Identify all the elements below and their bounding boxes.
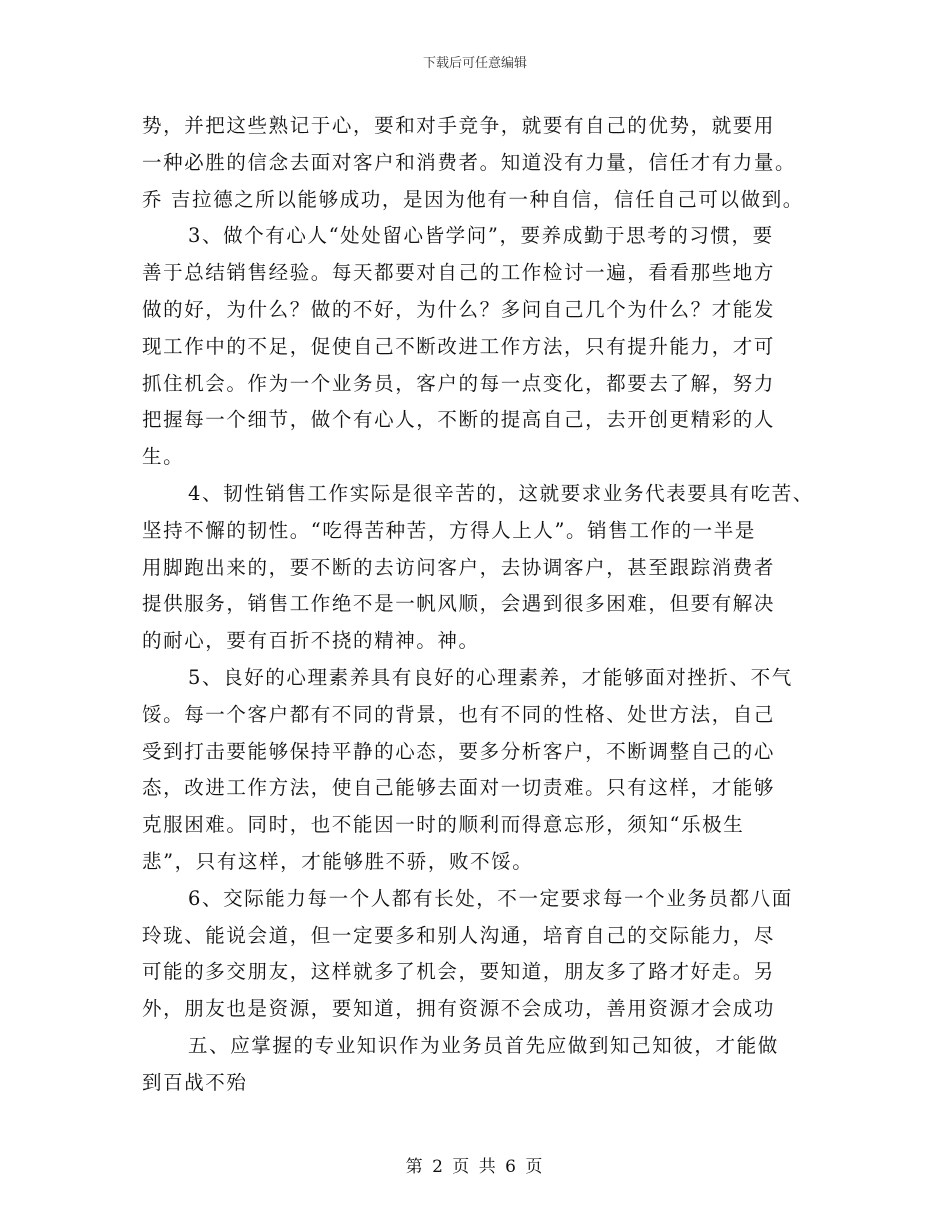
- text-line: 做的好，为什么？做的不好，为什么？多问自己几个为什么？才能发: [142, 297, 776, 321]
- text-line: 乔 吉拉德之所以能够成功，是因为他有一种自信，信任自己可以做到。: [142, 187, 804, 211]
- text-line: 生。: [142, 445, 185, 469]
- text-line: 五、应掌握的专业知识作为业务员首先应做到知己知彼，才能做: [188, 1033, 779, 1057]
- text-line: 馁。每一个客户都有不同的背景，也有不同的性格、处世方法，自己: [142, 702, 776, 726]
- text-line: 到百战不殆: [142, 1070, 248, 1094]
- text-line: 提供服务，销售工作绝不是一帆风顺，会遇到很多困难，但要有解决: [142, 592, 776, 616]
- text-line: 可能的多交朋友，这样就多了机会，要知道，朋友多了路才好走。另: [142, 960, 776, 984]
- text-line: 一种必胜的信念去面对客户和消费者。知道没有力量，信任才有力量。: [142, 150, 797, 174]
- text-line: 现工作中的不足，促使自己不断改进工作方法，只有提升能力，才可: [142, 334, 776, 358]
- text-line: 用脚跑出来的，要不断的去访问客户，去协调客户，甚至跟踪消费者: [142, 555, 776, 579]
- text-line: 受到打击要能够保持平静的心态，要多分析客户，不断调整自己的心: [142, 739, 776, 763]
- text-line: 外，朋友也是资源，要知道，拥有资源不会成功，善用资源才会成功: [142, 997, 776, 1021]
- text-line: 态，改进工作方法，使自己能够去面对一切责难。只有这样，才能够: [142, 776, 776, 800]
- document-body: [142, 108, 842, 1102]
- text-line: 克服困难。同时，也不能因一时的顺利而得意忘形，须知“乐极生: [142, 813, 745, 837]
- text-line: 5、良好的心理素养具有良好的心理素养，才能够面对挫折、不气: [188, 665, 793, 689]
- text-line: 的耐心，要有百折不挠的精神。神。: [142, 629, 480, 653]
- text-line: 坚持不懈的韧性。“吃得苦种苦，方得人上人”。销售工作的一半是: [142, 518, 756, 542]
- text-line: 3、做个有心人“处处留心皆学问”，要养成勤于思考的习惯，要: [188, 224, 774, 248]
- text-line: 善于总结销售经验。每天都要对自己的工作检讨一遍，看看那些地方: [142, 261, 776, 285]
- page-footer: 第 2 页 共 6 页: [405, 1157, 545, 1177]
- text-line: 4、韧性销售工作实际是很辛苦的，这就要求业务代表要具有吃苦、: [188, 481, 814, 505]
- text-line: 6、交际能力每一个人都有长处，不一定要求每一个业务员都八面: [188, 886, 793, 910]
- text-line: 抓住机会。作为一个业务员，客户的每一点变化，都要去了解，努力: [142, 371, 776, 395]
- text-line: 玲珑、能说会道，但一定要多和别人沟通，培育自己的交际能力，尽: [142, 923, 776, 947]
- text-line: 势，并把这些熟记于心，要和对手竞争，就要有自己的优势，就要用: [142, 114, 776, 137]
- text-line: 把握每一个细节，做个有心人，不断的提高自己，去开创更精彩的人: [142, 408, 776, 432]
- text-line: 悲”，只有这样，才能够胜不骄，败不馁。: [142, 849, 534, 873]
- page-header: 下载后可任意编辑: [422, 56, 527, 71]
